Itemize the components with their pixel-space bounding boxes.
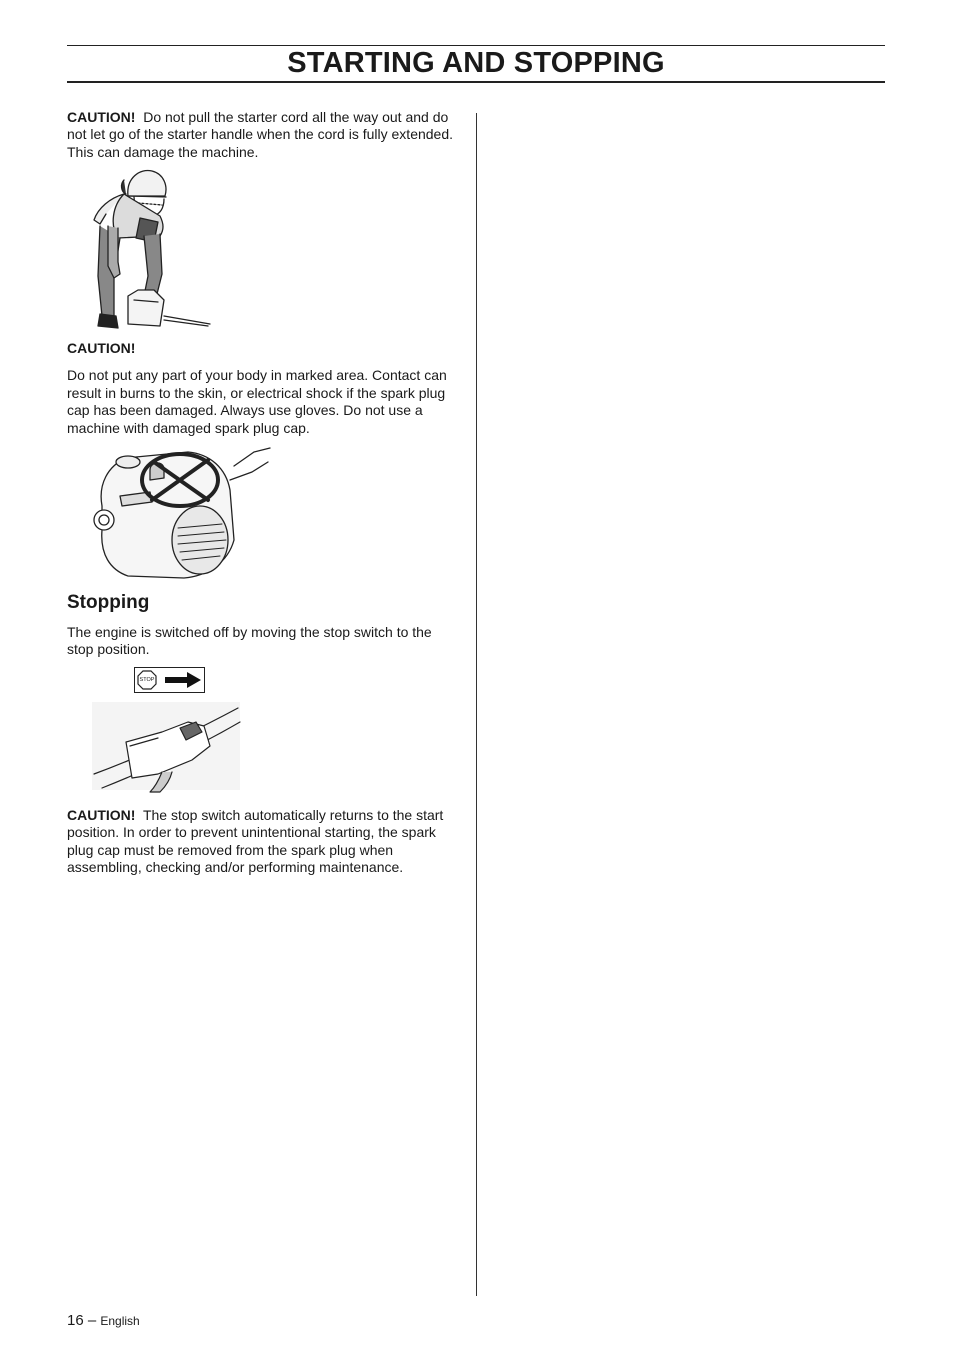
caution-text: Do not put any part of your body in marked area. Contact can result in burns to the skin, or electrical shock if the spark plug cap has been damaged. Always use gloves. Do not use a machine with damaged spark plug cap. [67,367,447,436]
footer-language: English [100,1314,140,1328]
caution-text: Do not pull the starter cord all the way out and do not let go of the starter handle when the cord is fully extended. This can damage the machine. [67,109,454,160]
stop-symbol-box [134,667,205,693]
column-divider [476,113,477,1296]
caution-text: The stop switch automatically returns to the start position. In order to prevent unintentional starting, the spark plug cap must be removed from the spark plug when assembling, checking and/or performing maintenance. [67,807,444,876]
caution-paragraph-2 [67,340,457,437]
arrow-right-icon [165,672,201,688]
stopping-heading: Stopping [67,592,150,613]
page-number: 16 [67,1312,84,1329]
header-bottom-rule [67,81,885,83]
stop-switch-illustration [92,698,242,793]
caution-label: CAUTION! [67,109,136,125]
caution-paragraph-3 [67,807,457,877]
caution-label: CAUTION! [67,340,136,356]
page-title: STARTING AND STOPPING [287,47,665,79]
caution-label: CAUTION! [67,807,136,823]
spark-plug-hazard-illustration [88,444,273,582]
caution-paragraph-1 [67,109,457,161]
page-footer [67,1311,140,1331]
stop-sign-icon: STOP [139,677,155,683]
stopping-text: The engine is switched off by moving the stop switch to the stop position. [67,624,432,658]
stopping-paragraph [67,624,457,659]
starter-cord-illustration [88,166,213,331]
footer-separator: – [87,1312,97,1329]
